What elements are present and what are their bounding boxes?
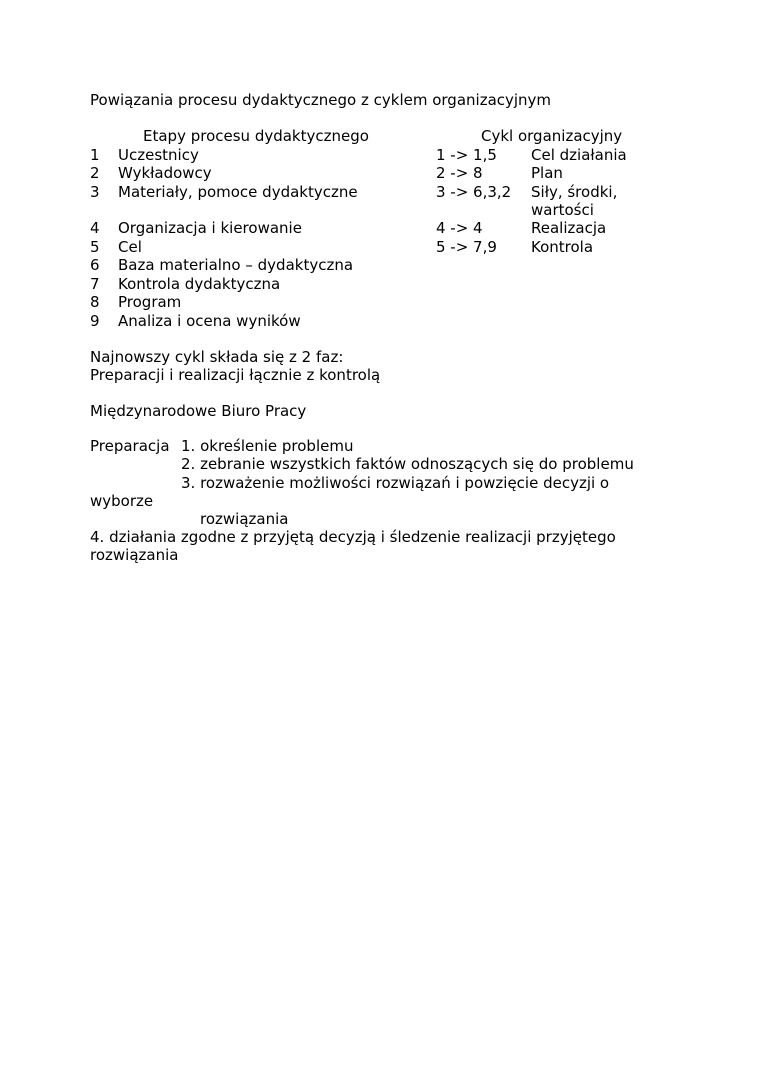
- document-title: Powiązania procesu dydaktycznego z cyklem organizacyjnym: [90, 91, 552, 109]
- preparation-item: 2. zebranie wszystkich faktów odnoszących się do problemu: [181, 455, 634, 473]
- cycle-label: Kontrola: [531, 238, 594, 256]
- paragraph-line: 4. działania zgodne z przyjętą decyzją i śledzenie realizacji przyjętego: [90, 528, 616, 546]
- stage-label: Uczestnicy: [118, 146, 199, 164]
- cycle-label-continuation: wartości: [531, 201, 594, 219]
- stage-label: Cel: [118, 238, 142, 256]
- stage-label: Program: [118, 293, 182, 311]
- cycle-label: Plan: [531, 164, 563, 182]
- paragraph-line: Najnowszy cykl składa się z 2 faz:: [90, 348, 344, 366]
- cycle-mapping: 2 -> 8: [436, 164, 483, 182]
- stage-number: 5: [90, 238, 100, 256]
- right-column-header: Cykl organizacyjny: [481, 127, 623, 145]
- paragraph-line: Preparacji i realizacji łącznie z kontrolą: [90, 366, 381, 384]
- cycle-mapping: 3 -> 6,3,2: [436, 183, 512, 201]
- paragraph-line: Międzynarodowe Biuro Pracy: [90, 402, 307, 420]
- stage-number: 8: [90, 293, 100, 311]
- stage-number: 6: [90, 256, 100, 274]
- stage-label: Organizacja i kierowanie: [118, 219, 302, 237]
- preparation-label: Preparacja: [90, 437, 170, 455]
- stage-label: Materiały, pomoce dydaktyczne: [118, 183, 358, 201]
- preparation-item-wrap: wyborze: [90, 492, 154, 510]
- stage-number: 9: [90, 312, 100, 330]
- paragraph-line: rozwiązania: [90, 546, 179, 564]
- cycle-label: Realizacja: [531, 219, 607, 237]
- cycle-label: Siły, środki,: [531, 183, 618, 201]
- cycle-mapping: 1 -> 1,5: [436, 146, 497, 164]
- stage-label: Analiza i ocena wyników: [118, 312, 301, 330]
- stage-number: 4: [90, 219, 100, 237]
- stage-number: 3: [90, 183, 100, 201]
- cycle-mapping: 4 -> 4: [436, 219, 483, 237]
- stage-label: Wykładowcy: [118, 164, 212, 182]
- left-column-header: Etapy procesu dydaktycznego: [143, 127, 369, 145]
- cycle-label: Cel działania: [531, 146, 627, 164]
- cycle-mapping: 5 -> 7,9: [436, 238, 497, 256]
- stage-label: Baza materialno – dydaktyczna: [118, 256, 354, 274]
- preparation-item: 1. określenie problemu: [181, 437, 354, 455]
- stage-number: 7: [90, 275, 100, 293]
- preparation-item-wrap: rozwiązania: [200, 510, 289, 528]
- stage-label: Kontrola dydaktyczna: [118, 275, 281, 293]
- stage-number: 1: [90, 146, 100, 164]
- stage-number: 2: [90, 164, 100, 182]
- preparation-item: 3. rozważenie możliwości rozwiązań i powzięcie decyzji o: [181, 474, 610, 492]
